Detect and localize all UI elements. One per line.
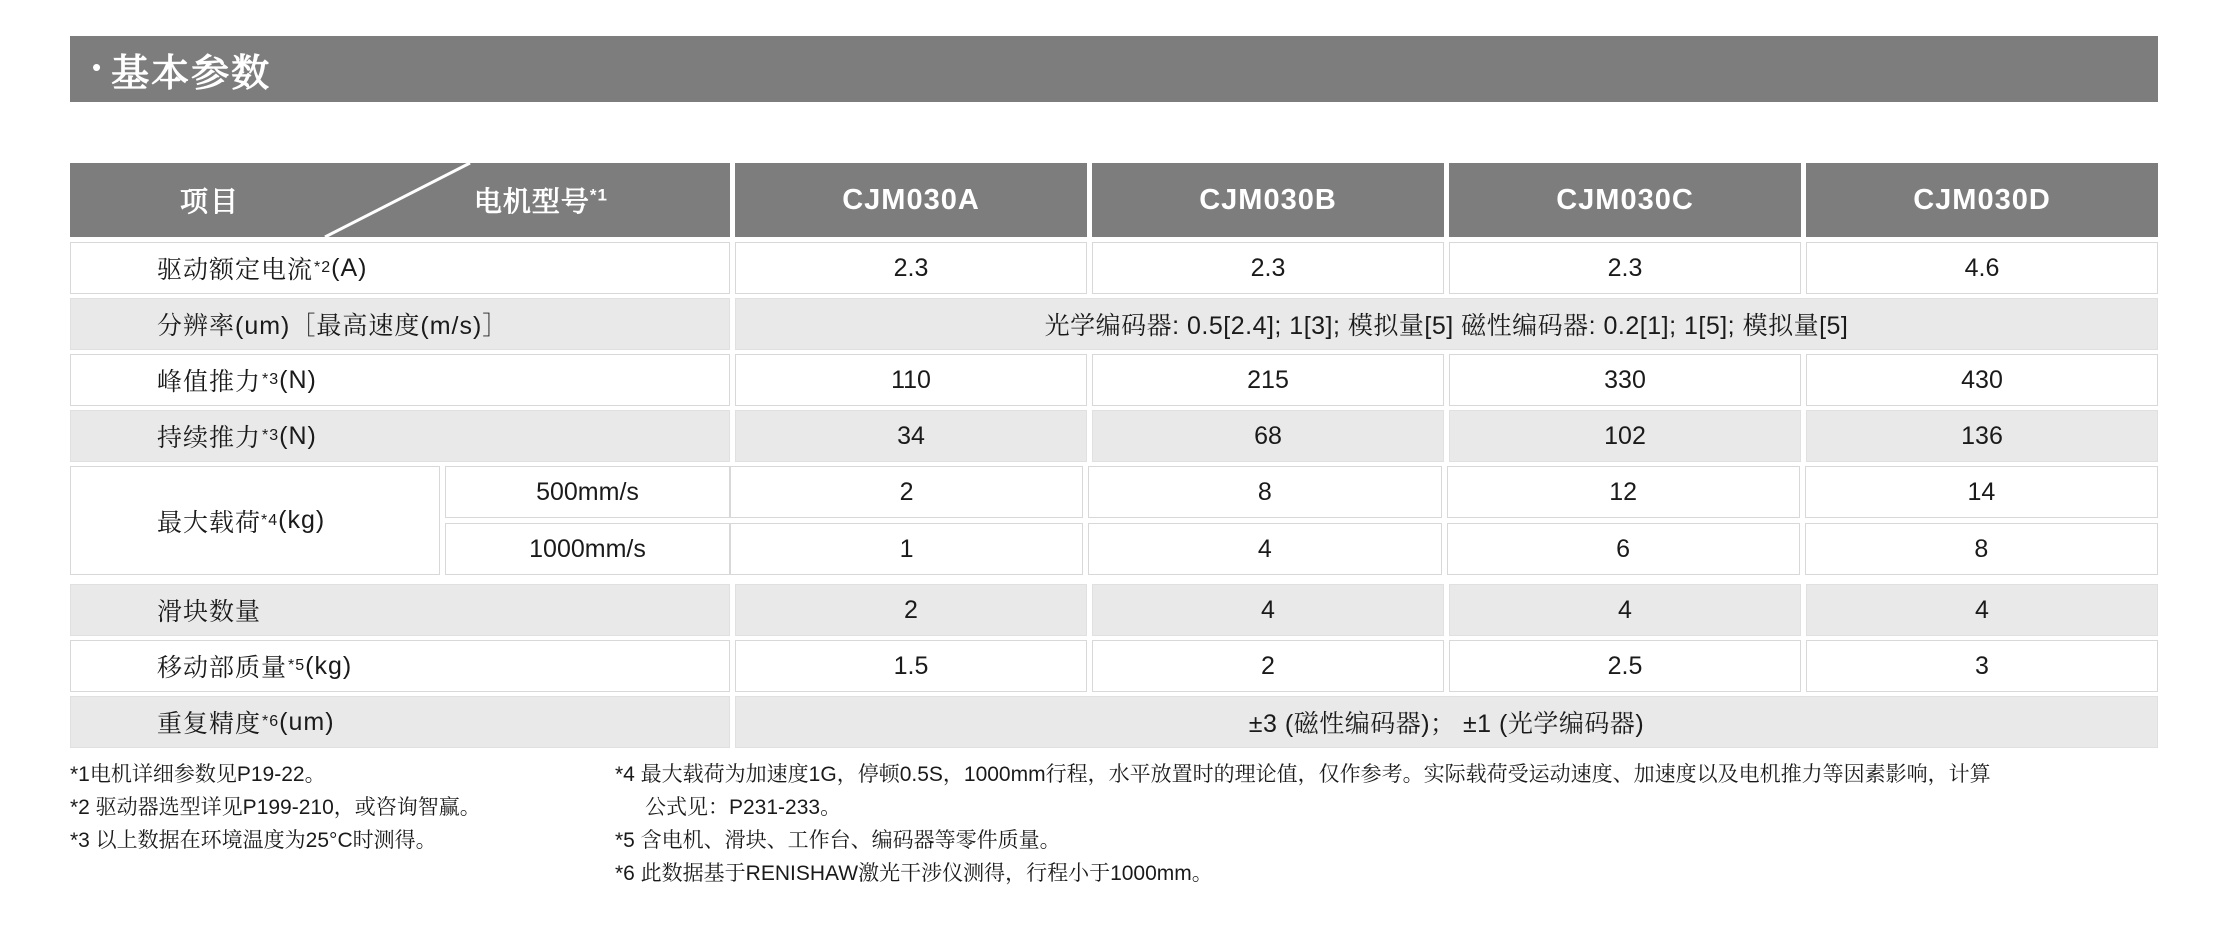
footnote-2: *2 驱动器选型详见P199-210，或咨询智赢。	[70, 796, 481, 819]
row-label: 移动部质量 *5 (kg)	[70, 640, 730, 692]
sub-label-group	[445, 466, 730, 575]
table-header-row	[70, 163, 2158, 237]
header-item-label: 项目	[180, 186, 241, 217]
header-col-1: CJM030B	[1092, 163, 1444, 237]
row-value-span: ±3 (磁性编码器)； ±1 (光学编码器)	[735, 696, 2158, 748]
header-corner-cell	[70, 163, 730, 237]
sub-label-1000: 1000mm/s	[445, 523, 730, 575]
row-value: 4	[1449, 584, 1801, 636]
row-value: 1.5	[735, 640, 1087, 692]
bullet-icon: •	[92, 52, 102, 82]
row-value: 14	[1805, 466, 2158, 518]
header-model-label: 电机型号$^{*1}$	[473, 185, 608, 217]
row-value: 12	[1447, 466, 1800, 518]
table-row	[70, 242, 2158, 294]
row-value: 34	[735, 410, 1087, 462]
row-value: 2.3	[1449, 242, 1801, 294]
spec-table	[70, 163, 2158, 748]
header-col-3: CJM030D	[1806, 163, 2158, 237]
footnote-3: *3 以上数据在环境温度为25°C时测得。	[70, 829, 437, 852]
row-value: 4.6	[1806, 242, 2158, 294]
table-row	[70, 410, 2158, 462]
table-row	[70, 298, 2158, 350]
row-value: 136	[1806, 410, 2158, 462]
footnote-5: *5 含电机、滑块、工作台、编码器等零件质量。	[615, 829, 1061, 852]
load-values-500	[730, 466, 2158, 518]
row-value: 330	[1449, 354, 1801, 406]
row-label: 驱动额定电流 *2 (A)	[70, 242, 730, 294]
row-label: 持续推力 *3 (N)	[70, 410, 730, 462]
footnote-6: *6 此数据基于RENISHAW激光干涉仪测得，行程小于1000mm。	[615, 862, 1213, 885]
row-value: 68	[1092, 410, 1444, 462]
row-label: 分辨率(um)［最高速度(m/s)］	[70, 298, 730, 350]
load-values-1000	[730, 523, 2158, 575]
row-value: 6	[1447, 523, 1800, 575]
table-row	[70, 696, 2158, 748]
diagonal-divider-icon	[70, 163, 730, 237]
row-label: 最大载荷 *4 (kg)	[70, 466, 440, 575]
header-col-2: CJM030C	[1449, 163, 1801, 237]
table-row	[70, 354, 2158, 406]
footnote-1: *1电机详细参数见P19-22。	[70, 763, 326, 786]
row-value: 110	[735, 354, 1087, 406]
footnotes-right	[615, 758, 2160, 890]
row-label: 峰值推力 *3 (N)	[70, 354, 730, 406]
row-value: 4	[1806, 584, 2158, 636]
row-value: 102	[1449, 410, 1801, 462]
row-value: 2.5	[1449, 640, 1801, 692]
page-title: 基本参数	[111, 52, 272, 95]
row-value: 2	[730, 466, 1083, 518]
row-value: 215	[1092, 354, 1444, 406]
section-header-bar	[70, 36, 2158, 102]
row-value: 1	[730, 523, 1083, 575]
table-row	[70, 584, 2158, 636]
header-col-0: CJM030A	[735, 163, 1087, 237]
footnotes-left	[70, 758, 550, 857]
row-value: 2	[735, 584, 1087, 636]
footnote-4: *4 最大载荷为加速度1G，停顿0.5S，1000mm行程，水平放置时的理论值，仅作参考。实际载荷受运动速度、加速度以及电机推力等因素影响，计算	[615, 763, 1991, 786]
row-value: 2.3	[1092, 242, 1444, 294]
row-label: 重复精度 *6 (um)	[70, 696, 730, 748]
load-values	[730, 466, 2158, 575]
row-value-span: 光学编码器: 0.5[2.4]; 1[3]; 模拟量[5] 磁性编码器: 0.2[1]; 1[5]; 模拟量[5]	[735, 298, 2158, 350]
row-value: 2	[1092, 640, 1444, 692]
table-row	[70, 640, 2158, 692]
footnote-4-cont: 公式见：P231-233。	[645, 796, 842, 819]
row-label: 滑块数量	[70, 584, 730, 636]
row-value: 8	[1088, 466, 1441, 518]
row-value: 8	[1805, 523, 2158, 575]
sub-label-500: 500mm/s	[445, 466, 730, 518]
row-value: 4	[1092, 584, 1444, 636]
row-value: 3	[1806, 640, 2158, 692]
row-value: 2.3	[735, 242, 1087, 294]
row-value: 430	[1806, 354, 2158, 406]
row-value: 4	[1088, 523, 1441, 575]
table-row-max-load	[70, 466, 2158, 575]
